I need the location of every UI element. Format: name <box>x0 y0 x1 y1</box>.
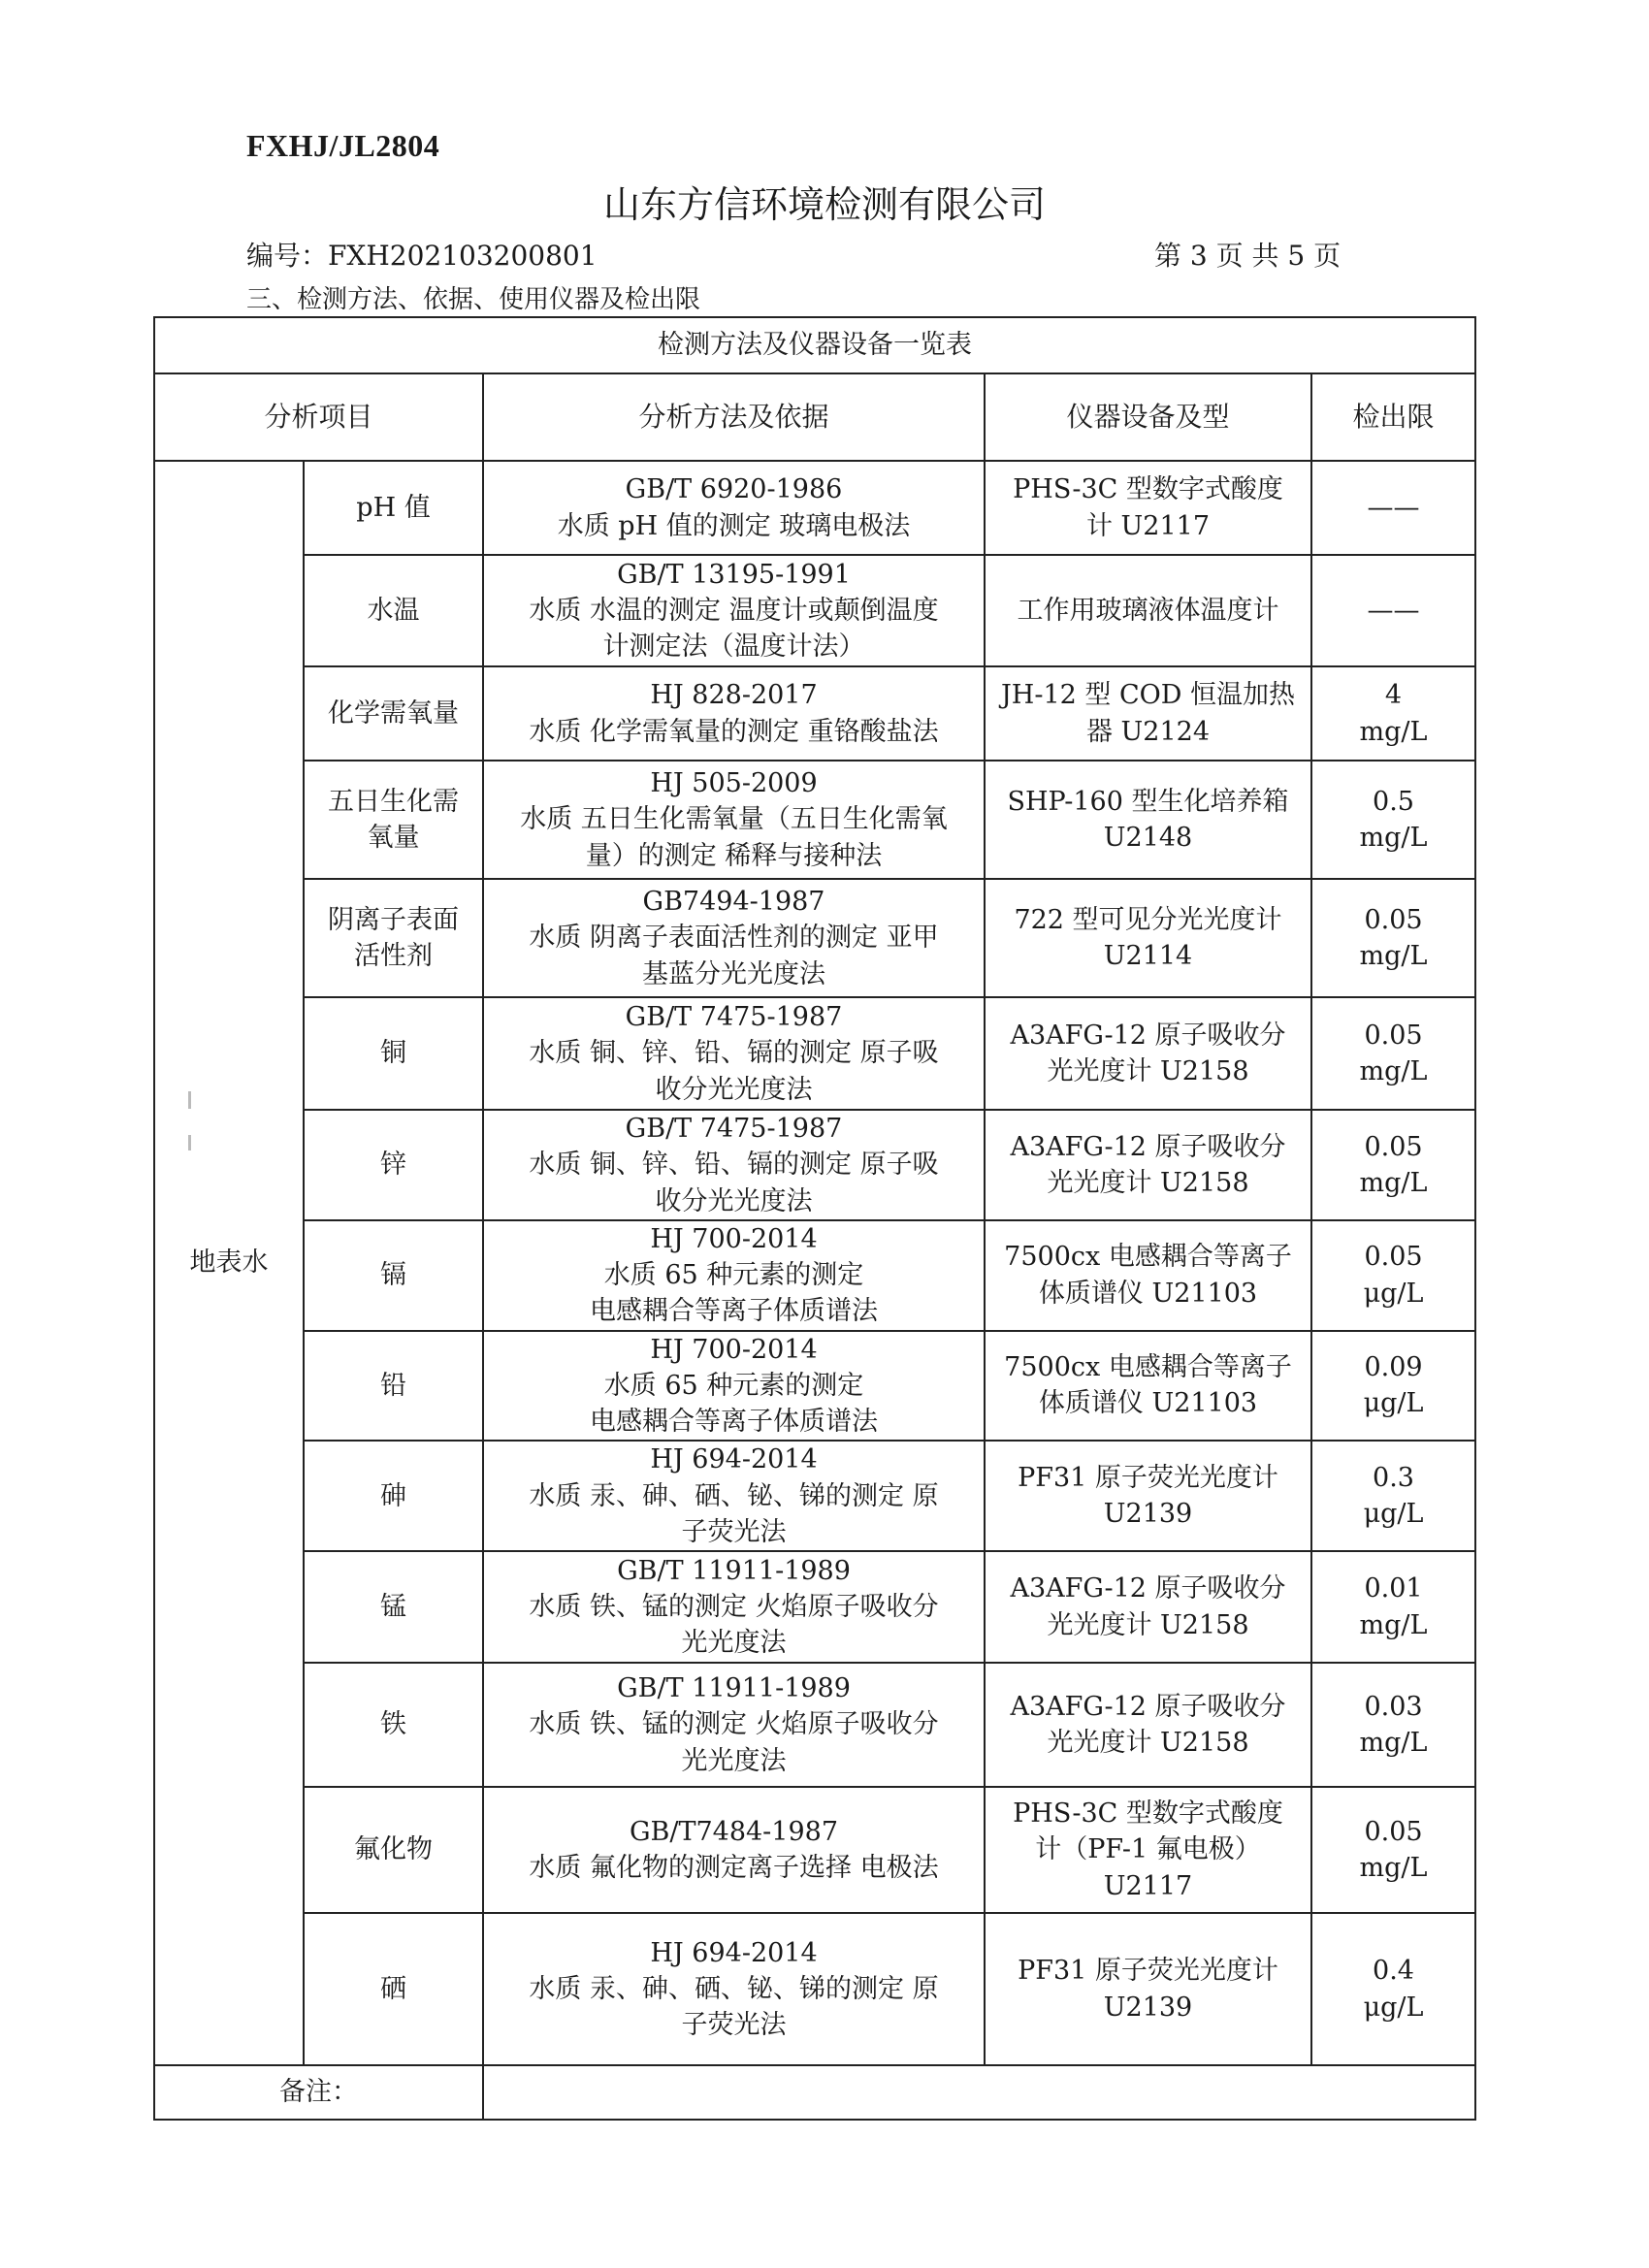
instrument-cell-line: 光光度计 U2158 <box>1047 1167 1249 1198</box>
method-cell-line: HJ 700-2014 <box>650 1223 818 1254</box>
instrument-cell-line: 722 型可见分光光度计 <box>1014 904 1282 935</box>
remark-value <box>483 2065 1475 2120</box>
method-cell-line: 子荧光法 <box>681 2010 787 2041</box>
instrument-cell <box>985 1441 1311 1551</box>
detection-limit-cell <box>1311 555 1475 666</box>
instrument-cell-line: 计 U2117 <box>1085 510 1211 541</box>
instrument-cell-line: 光光度计 U2158 <box>1047 1728 1249 1758</box>
detection-limit-cell <box>1311 997 1475 1110</box>
analysis-item-cell: 五日生化需氧量 <box>304 761 483 879</box>
detection-limit-cell-line: mg/L <box>1359 1728 1428 1758</box>
method-cell-line: 水质 铁、锰的测定 火焰原子吸收分 <box>529 1591 939 1622</box>
instrument-cell <box>985 666 1311 761</box>
method-cell-line: 水质 化学需氧量的测定 重铬酸盐法 <box>529 716 939 747</box>
detection-limit-cell <box>1311 1441 1475 1551</box>
method-cell <box>483 1110 985 1220</box>
document-code: FXHJ/JL2804 <box>246 128 440 163</box>
table-row <box>154 555 1475 666</box>
method-cell-line: 量）的测定 稀释与接种法 <box>585 840 883 871</box>
instrument-cell-line: A3AFG-12 原子吸收分 <box>1010 1691 1286 1722</box>
method-cell-line: 水质 汞、砷、硒、铋、锑的测定 原 <box>529 1973 939 2004</box>
detection-limit-cell <box>1311 879 1475 997</box>
method-cell-line: 水质 65 种元素的测定 <box>603 1260 864 1290</box>
detection-limit-cell <box>1311 1331 1475 1442</box>
detection-limit-cell-line: 0.05 <box>1364 1131 1423 1162</box>
analysis-item-cell: 铅 <box>304 1331 483 1442</box>
table-row <box>154 1220 1475 1331</box>
method-cell-line: 电感耦合等离子体质谱法 <box>590 1407 878 1437</box>
analysis-item-cell: 镉 <box>304 1220 483 1331</box>
table-row <box>154 1551 1475 1663</box>
instrument-cell-line: U2139 <box>1103 1499 1193 1530</box>
method-cell-line: GB/T 11911-1989 <box>617 1555 851 1586</box>
method-cell <box>483 1441 985 1551</box>
method-cell <box>483 461 985 555</box>
method-cell <box>483 1220 985 1331</box>
detection-limit-cell-line: 0.05 <box>1364 1816 1423 1847</box>
instrument-cell-line: PF31 原子荧光光度计 <box>1018 1462 1278 1493</box>
detection-limit-cell-line: 0.05 <box>1364 1242 1423 1273</box>
table-row <box>154 1663 1475 1787</box>
method-cell <box>483 1787 985 1913</box>
method-cell-line: 水质 五日生化需氧量（五日生化需氧 <box>520 804 948 835</box>
instrument-cell <box>985 997 1311 1110</box>
detection-limit-cell-line: 0.3 <box>1373 1462 1414 1493</box>
instrument-cell <box>985 1110 1311 1220</box>
analysis-item-cell: 阴离子表面活性剂 <box>304 879 483 997</box>
method-cell-line: GB7494-1987 <box>642 887 825 918</box>
method-cell <box>483 1913 985 2065</box>
detection-limit-cell <box>1311 1787 1475 1913</box>
column-header-instrument: 仪器设备及型 <box>985 373 1311 461</box>
analysis-item-cell: 铜 <box>304 997 483 1110</box>
scan-speck <box>188 1135 191 1150</box>
detection-limit-cell-line: 0.4 <box>1373 1956 1414 1987</box>
instrument-cell <box>985 1331 1311 1442</box>
instrument-cell <box>985 1787 1311 1913</box>
detection-limit-cell <box>1311 761 1475 879</box>
scan-speck <box>188 1091 191 1109</box>
method-cell-line: HJ 700-2014 <box>650 1334 818 1365</box>
instrument-cell-line: 光光度计 U2158 <box>1047 1056 1249 1086</box>
method-cell <box>483 879 985 997</box>
detection-limit-cell-line: mg/L <box>1359 823 1428 853</box>
detection-limit-cell-line: μg/L <box>1363 1278 1424 1309</box>
instrument-cell-line: PF31 原子荧光光度计 <box>1018 1956 1278 1987</box>
instrument-cell-line: SHP-160 型生化培养箱 <box>1007 786 1289 817</box>
detection-limit-cell-line: mg/L <box>1359 716 1428 747</box>
method-cell <box>483 666 985 761</box>
detection-limit-cell-line: mg/L <box>1359 1609 1428 1640</box>
analysis-item-cell: 锌 <box>304 1110 483 1220</box>
method-cell-line: 水质 阴离子表面活性剂的测定 亚甲 <box>529 923 939 954</box>
detection-limit-cell-line: mg/L <box>1359 941 1428 971</box>
detection-limit-cell <box>1311 1110 1475 1220</box>
method-cell-line: 子荧光法 <box>681 1516 787 1547</box>
method-cell <box>483 1663 985 1787</box>
methods-table <box>153 316 1476 2121</box>
detection-limit-cell-line: mg/L <box>1359 1167 1428 1198</box>
section-title: 三、检测方法、依据、使用仪器及检出限 <box>246 285 701 314</box>
detection-limit-cell-line: —— <box>1367 492 1420 523</box>
detection-limit-cell-line: 0.01 <box>1364 1573 1423 1604</box>
method-cell-line: 收分光光度法 <box>655 1185 813 1216</box>
remark-label: 备注： <box>154 2065 483 2120</box>
table-row <box>154 997 1475 1110</box>
detection-limit-cell <box>1311 1663 1475 1787</box>
detection-limit-cell-line: 0.05 <box>1364 904 1423 935</box>
table-row <box>154 879 1475 997</box>
instrument-cell-line: JH-12 型 COD 恒温加热 <box>1000 680 1296 711</box>
detection-limit-cell <box>1311 461 1475 555</box>
analysis-item-cell: 砷 <box>304 1441 483 1551</box>
table-caption-row <box>154 317 1475 373</box>
instrument-cell <box>985 761 1311 879</box>
analysis-item-cell: 硒 <box>304 1913 483 2065</box>
method-cell-line: 光光度法 <box>681 1628 787 1659</box>
table-row <box>154 461 1475 555</box>
table-row <box>154 1787 1475 1913</box>
detection-limit-cell-line: μg/L <box>1363 1388 1424 1419</box>
instrument-cell-line: U2148 <box>1103 823 1193 853</box>
table-row <box>154 1331 1475 1442</box>
method-cell-line: GB/T 6920-1986 <box>625 474 843 505</box>
detection-limit-cell-line: 4 <box>1384 680 1403 711</box>
method-cell-line: 水质 铜、锌、铅、镉的测定 原子吸 <box>529 1038 939 1069</box>
analysis-item-cell: pH 值 <box>304 461 483 555</box>
method-cell-line: HJ 694-2014 <box>650 1937 818 1968</box>
column-header-item: 分析项目 <box>154 373 483 461</box>
detection-limit-cell <box>1311 666 1475 761</box>
method-cell-line: 水质 铜、锌、铅、镉的测定 原子吸 <box>529 1150 939 1181</box>
instrument-cell-line: U2139 <box>1103 1992 1193 2023</box>
method-cell-line: HJ 694-2014 <box>650 1444 818 1475</box>
instrument-cell-line: A3AFG-12 原子吸收分 <box>1010 1131 1286 1162</box>
method-cell-line: 水质 水温的测定 温度计或颠倒温度 <box>529 595 939 626</box>
method-cell-line: GB/T 13195-1991 <box>617 559 851 590</box>
category-cell: 地表水 <box>154 461 304 2065</box>
instrument-cell <box>985 1663 1311 1787</box>
detection-limit-cell-line: 0.5 <box>1373 786 1414 817</box>
company-name: 山东方信环境检测有限公司 <box>602 183 1046 226</box>
detection-limit-cell-line: 0.03 <box>1364 1691 1423 1722</box>
instrument-cell-line: 体质谱仪 U21103 <box>1038 1388 1258 1419</box>
method-cell <box>483 555 985 666</box>
detection-limit-cell-line: 0.05 <box>1364 1020 1423 1051</box>
instrument-cell-line: 体质谱仪 U21103 <box>1038 1278 1258 1309</box>
report-serial-number: 编号：FXH202103200801 <box>246 240 598 272</box>
instrument-cell-line: 计（PF-1 氟电极）U2117 <box>1035 1834 1261 1901</box>
table-row <box>154 1913 1475 2065</box>
method-cell <box>483 1551 985 1663</box>
method-cell-line: 水质 汞、砷、硒、铋、锑的测定 原 <box>529 1480 939 1511</box>
method-cell-line: 水质 65 种元素的测定 <box>603 1370 864 1401</box>
detection-limit-cell <box>1311 1913 1475 2065</box>
instrument-cell-line: 光光度计 U2158 <box>1047 1609 1249 1640</box>
method-cell-line: 水质 pH 值的测定 玻璃电极法 <box>557 510 911 541</box>
instrument-cell-line: 7500cx 电感耦合等离子 <box>1004 1352 1292 1383</box>
instrument-cell-line: U2114 <box>1103 941 1193 971</box>
company-seal-stamp <box>1542 873 1649 1222</box>
instrument-cell <box>985 1913 1311 2065</box>
analysis-item-cell: 锰 <box>304 1551 483 1663</box>
instrument-cell <box>985 1551 1311 1663</box>
table-header-row <box>154 373 1475 461</box>
instrument-cell <box>985 1220 1311 1331</box>
instrument-cell-line: 器 U2124 <box>1085 716 1211 747</box>
method-cell-line: HJ 505-2009 <box>650 768 818 799</box>
instrument-cell-line: 7500cx 电感耦合等离子 <box>1004 1242 1292 1273</box>
method-cell-line: 收分光光度法 <box>655 1074 813 1105</box>
instrument-cell-line: PHS-3C 型数字式酸度 <box>1013 474 1283 505</box>
page-indicator: 第 3 页 共 5 页 <box>1154 240 1342 272</box>
analysis-item-cell: 水温 <box>304 555 483 666</box>
method-cell-line: GB/T 7475-1987 <box>625 1002 843 1033</box>
table-row <box>154 1441 1475 1551</box>
detection-limit-cell-line: mg/L <box>1359 1056 1428 1086</box>
table-row <box>154 666 1475 761</box>
column-header-limit: 检出限 <box>1311 373 1475 461</box>
method-cell-line: 水质 氟化物的测定离子选择 电极法 <box>529 1853 939 1883</box>
method-cell-line: HJ 828-2017 <box>650 680 818 711</box>
instrument-cell <box>985 879 1311 997</box>
instrument-cell-line: 工作用玻璃液体温度计 <box>1017 595 1279 626</box>
instrument-cell-line: PHS-3C 型数字式酸度 <box>1013 1798 1283 1830</box>
methods-table-container <box>153 316 1474 2121</box>
detection-limit-cell <box>1311 1220 1475 1331</box>
analysis-item-cell: 铁 <box>304 1663 483 1787</box>
method-cell-line: 电感耦合等离子体质谱法 <box>590 1296 878 1327</box>
detection-limit-cell-line: μg/L <box>1363 1992 1424 2023</box>
table-row <box>154 1110 1475 1220</box>
method-cell-line: 水质 铁、锰的测定 火焰原子吸收分 <box>529 1709 939 1740</box>
instrument-cell-line: A3AFG-12 原子吸收分 <box>1010 1020 1286 1051</box>
detection-limit-cell-line: 0.09 <box>1364 1352 1423 1383</box>
table-row <box>154 761 1475 879</box>
instrument-cell <box>985 555 1311 666</box>
method-cell <box>483 1331 985 1442</box>
column-header-method: 分析方法及依据 <box>483 373 985 461</box>
method-cell-line: GB/T 7475-1987 <box>625 1114 843 1144</box>
instrument-cell <box>985 461 1311 555</box>
detection-limit-cell-line: mg/L <box>1359 1853 1428 1883</box>
detection-limit-cell <box>1311 1551 1475 1663</box>
detection-limit-cell-line: μg/L <box>1363 1499 1424 1530</box>
table-caption: 检测方法及仪器设备一览表 <box>154 317 1475 373</box>
method-cell <box>483 997 985 1110</box>
remark-row <box>154 2065 1475 2120</box>
method-cell-line: 计测定法（温度计法） <box>602 632 865 663</box>
instrument-cell-line: A3AFG-12 原子吸收分 <box>1010 1573 1286 1604</box>
method-cell-line: 光光度法 <box>681 1745 787 1776</box>
analysis-item-cell: 氟化物 <box>304 1787 483 1913</box>
method-cell-line: GB/T7484-1987 <box>629 1816 839 1847</box>
detection-limit-cell-line: —— <box>1367 595 1420 626</box>
method-cell-line: 基蓝分光光度法 <box>642 958 825 989</box>
method-cell <box>483 761 985 879</box>
method-cell-line: GB/T 11911-1989 <box>617 1673 851 1704</box>
analysis-item-cell: 化学需氧量 <box>304 666 483 761</box>
